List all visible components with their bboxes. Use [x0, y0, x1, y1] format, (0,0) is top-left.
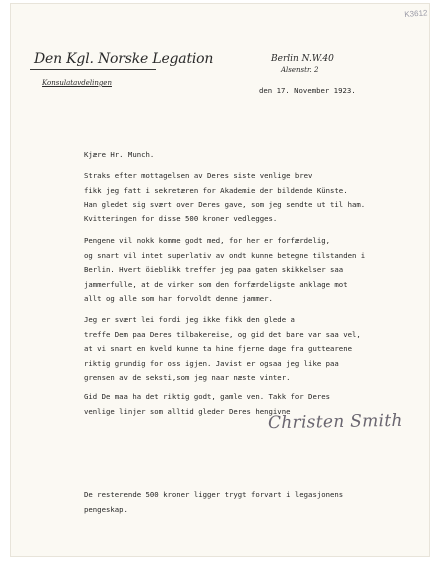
body-line: riktig grundig for oss igjen. Javist er ogsaa jeg like paa	[84, 359, 339, 368]
body-line: Straks efter mottagelsen av Deres siste venlige brev	[84, 171, 313, 180]
body-line: og snart vil intet superlativ av ondt kunne betegne tilstanden i	[84, 251, 366, 260]
body-line: grensen av de seksti,som jeg naar næste vinter.	[84, 373, 291, 382]
postscript-line: pengeskap.	[84, 505, 128, 514]
body-line: Pengene vil nokk komme godt med, for her er forfærdelig,	[84, 236, 331, 245]
letterhead-department: Konsulatavdelingen	[42, 79, 112, 87]
handwritten-signature: Christen Smith	[267, 410, 403, 434]
letterhead-street: Alsenstr. 2	[281, 66, 319, 74]
body-line: allt og alle som har forvoldt denne jammer.	[84, 294, 273, 303]
letterhead-city: Berlin N.W.40	[271, 54, 334, 64]
body-line: Gid De maa ha det riktig godt, gamle ven. Takk for Deres	[84, 392, 331, 401]
body-line: venlige linjer som alltid gleder Deres hengivne	[84, 407, 291, 416]
salutation: Kjære Hr. Munch.	[84, 150, 155, 159]
body-line: Jeg er svært lei fordi jeg ikke fikk den glede a	[84, 315, 295, 324]
body-line: Kvitteringen for disse 500 kroner vedlegges.	[84, 214, 278, 223]
archive-number: K3612	[404, 8, 428, 19]
body-line: fikk jeg fatt i sekretæren for Akademie der bildende Künste.	[84, 186, 348, 195]
body-line: at vi snart en kveld kunne ta hine fjerne dage fra guttearene	[84, 344, 352, 353]
postscript-line: De resterende 500 kroner ligger trygt forvart i legasjonens	[84, 490, 344, 499]
body-line: Berlin. Hvert öieblikk treffer jeg paa gaten skikkelser saa	[84, 265, 344, 274]
body-line: jammerfulle, at de virker som den forfærdeligste anklage mot	[84, 280, 348, 289]
body-line: Han gledet sig svært over Deres gave, som jeg sendte ut til ham.	[84, 200, 366, 209]
body-line: treffe Dem paa Deres tilbakereise, og gid det bare var saa vel,	[84, 330, 361, 339]
letterhead-rule	[30, 69, 156, 70]
letter-date: den 17. November 1923.	[259, 86, 356, 95]
letterhead-name: Den Kgl. Norske Legation	[34, 51, 214, 67]
